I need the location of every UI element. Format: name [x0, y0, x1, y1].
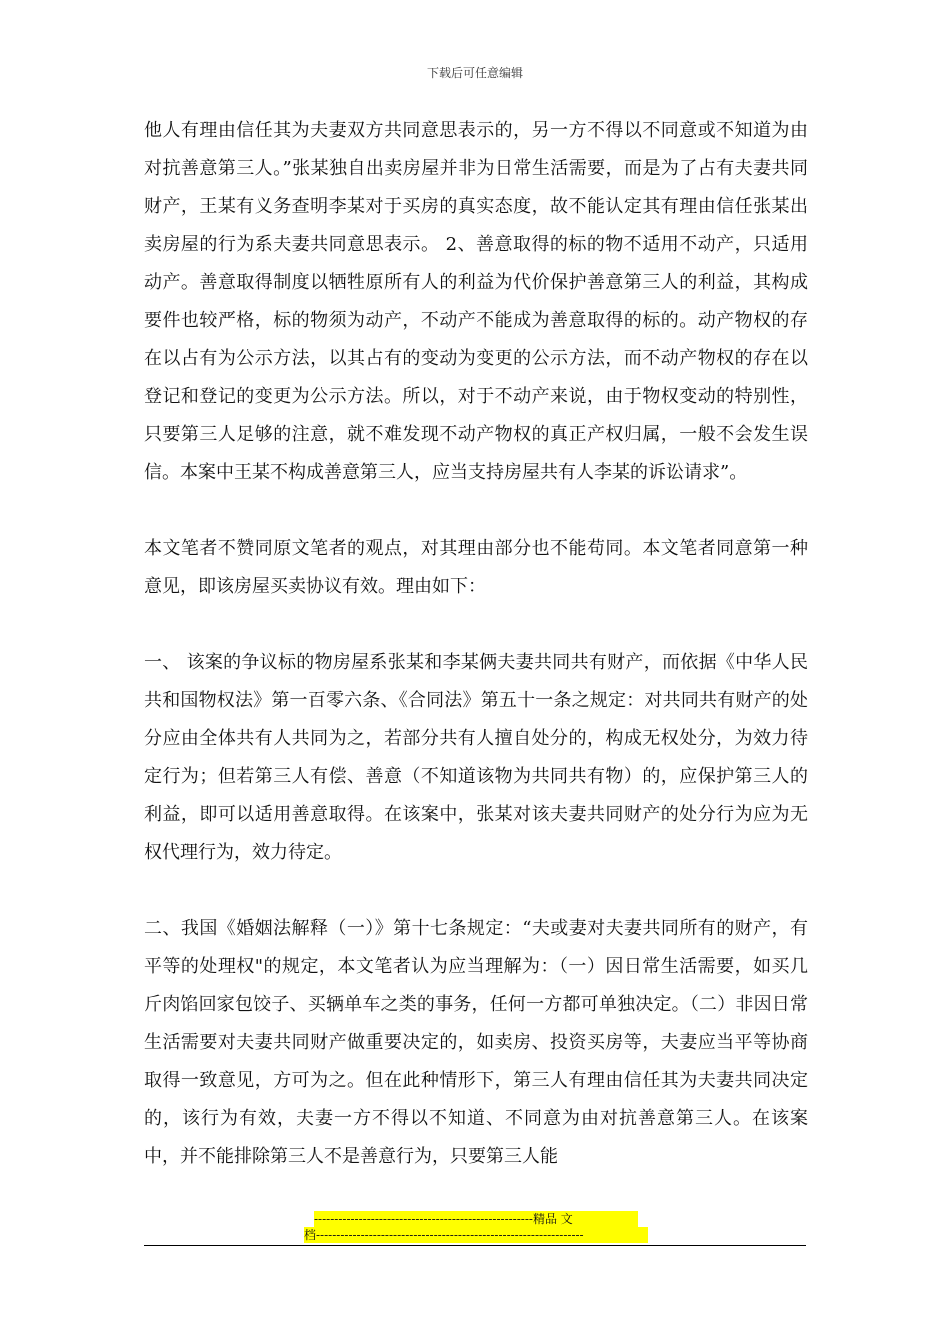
paragraph-3: 一、 该案的争议标的物房屋系张某和李某俩夫妻共同共有财产，而依据《中华人民共和国物权法》第一百零六条、《合同法》第五十一条之规定：对共同共有财产的处分应由全体共有人共同为之，若部分共有人擅自处分的，构成无权处分，为效力待定行为；但若第三人有偿、善意（不知道该物为共同共有物）的，应保护第三人的利益，即可以适用善意取得。在该案中，张某对该夫妻共同财产的处分行为应为无权代理行为，效力待定。	[144, 652, 808, 863]
paragraph-2: 本文笔者不赞同原文笔者的观点，对其理由部分也不能苟同。本文笔者同意第一种意见，即该房屋买卖协议有效。理由如下：	[144, 538, 808, 597]
paragraph-gap	[144, 872, 808, 910]
page-header: 下载后可任意编辑	[426, 66, 523, 80]
paragraph-4: 二、我国《婚姻法解释（一）》第十七条规定：“夫或妻对夫妻共同所有的财产，有平等的处理权"的规定，本文笔者认为应当理解为：（一）因日常生活需要，如买几斤肉馅回家包饺子、买辆单车之类的事务，任何一方都可单独决定。（二）非因日常生活需要对夫妻共同财产做重要决定的，如卖房、投资买房等，夫妻应当平等协商取得一致意见，方可为之。但在此种情形下，第三人有理由信任其为夫妻共同决定的，该行为有效，夫妻一方不得以不知道、不同意为由对抗善意第三人。在该案中，并不能排除第三人不是善意行为，只要第三人能	[144, 918, 808, 1167]
footer-highlight-line-2: 档------------------------------------------------------------------	[304, 1227, 648, 1243]
document-body	[144, 112, 808, 1176]
paragraph-1: 他人有理由信任其为夫妻双方共同意思表示的，另一方不得以不同意或不知道为由对抗善意第三人。”张某独自出卖房屋并非为日常生活需要，而是为了占有夫妻共同财产，王某有义务查明李某对于买房的真实态度，故不能认定其有理由信任张某出卖房屋的行为系夫妻共同意思表示。 2、善意取得的标的物不适用不动产，只适用动产。善意取得制度以牺牲原所有人的利益为代价保护善意第三人的利益，其构成要件也较严格，标的物须为动产，不动产不能成为善意取得的标的。动产物权的存在以占有为公示方法，以其占有的变动为变更的公示方法，而不动产物权的存在以登记和登记的变更为公示方法。所以，对于不动产来说，由于物权变动的特别性，只要第三人足够的注意，就不难发现不动产物权的真正产权归属，一般不会发生误信。本案中王某不构成善意第三人，应当支持房屋共有人李某的诉讼请求”。	[144, 120, 808, 483]
footer-highlight-line-1: ------------------------------------------------------精品 文	[314, 1211, 638, 1227]
footer-rule	[144, 1245, 806, 1246]
paragraph-gap	[144, 606, 808, 644]
paragraph-gap	[144, 492, 808, 530]
